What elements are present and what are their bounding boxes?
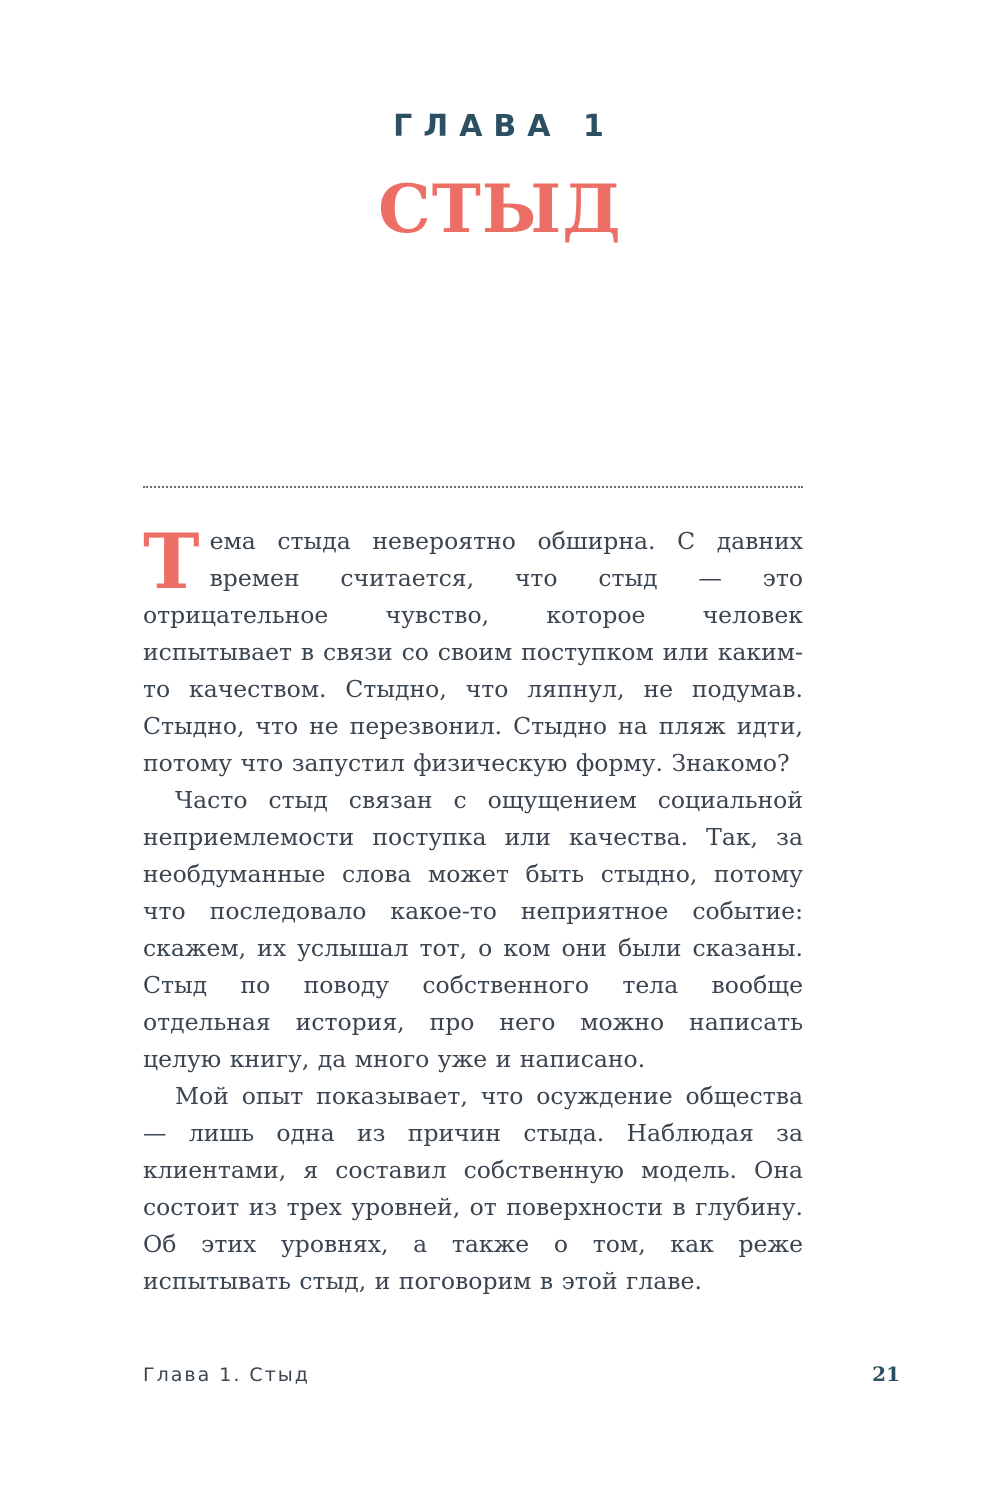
chapter-title: СТЫД [378, 170, 622, 248]
page-number: 21 [872, 1362, 900, 1386]
paragraph-3: Мой опыт показывает, что осуждение общества — лишь одна из причин стыда. Наблюдая за клиентами, я составил собственную модель. Она состоит из трех уровней, от поверхности в глубину. Об этих уровнях, а также о том, как реже испытывать стыд, и поговорим в этой главе. [143, 1082, 803, 1295]
chapter-label: ГЛАВА 1 [393, 109, 615, 144]
running-title: Глава 1. Стыд [143, 1364, 310, 1386]
paragraph-1-text: ема стыда невероятно обширна. С давних времен считается, что стыд — это отрицательное чувство, которое человек испытывает в связи со своим поступком или каким-то качеством. Стыдно, что ляпнул, не подумав. Стыдно, что не перезвонил. Стыдно на пляж идти, потому что запустил физическую форму. Знакомо? [143, 527, 803, 777]
paragraph-1 [143, 517, 803, 782]
drop-cap: Т [143, 517, 200, 606]
body-text [143, 517, 803, 1300]
dotted-divider [143, 486, 803, 488]
paragraph-2: Часто стыд связан с ощущением социальной неприемлемости поступка или качества. Так, за необдуманные слова может быть стыдно, потому что последовало какое-то неприятное событие: скажем, их услышал тот, о ком они были сказаны. Стыд по поводу собственного тела вообще отдельная история, про него можно написать целую книгу, да много уже и написано. [143, 786, 803, 1073]
